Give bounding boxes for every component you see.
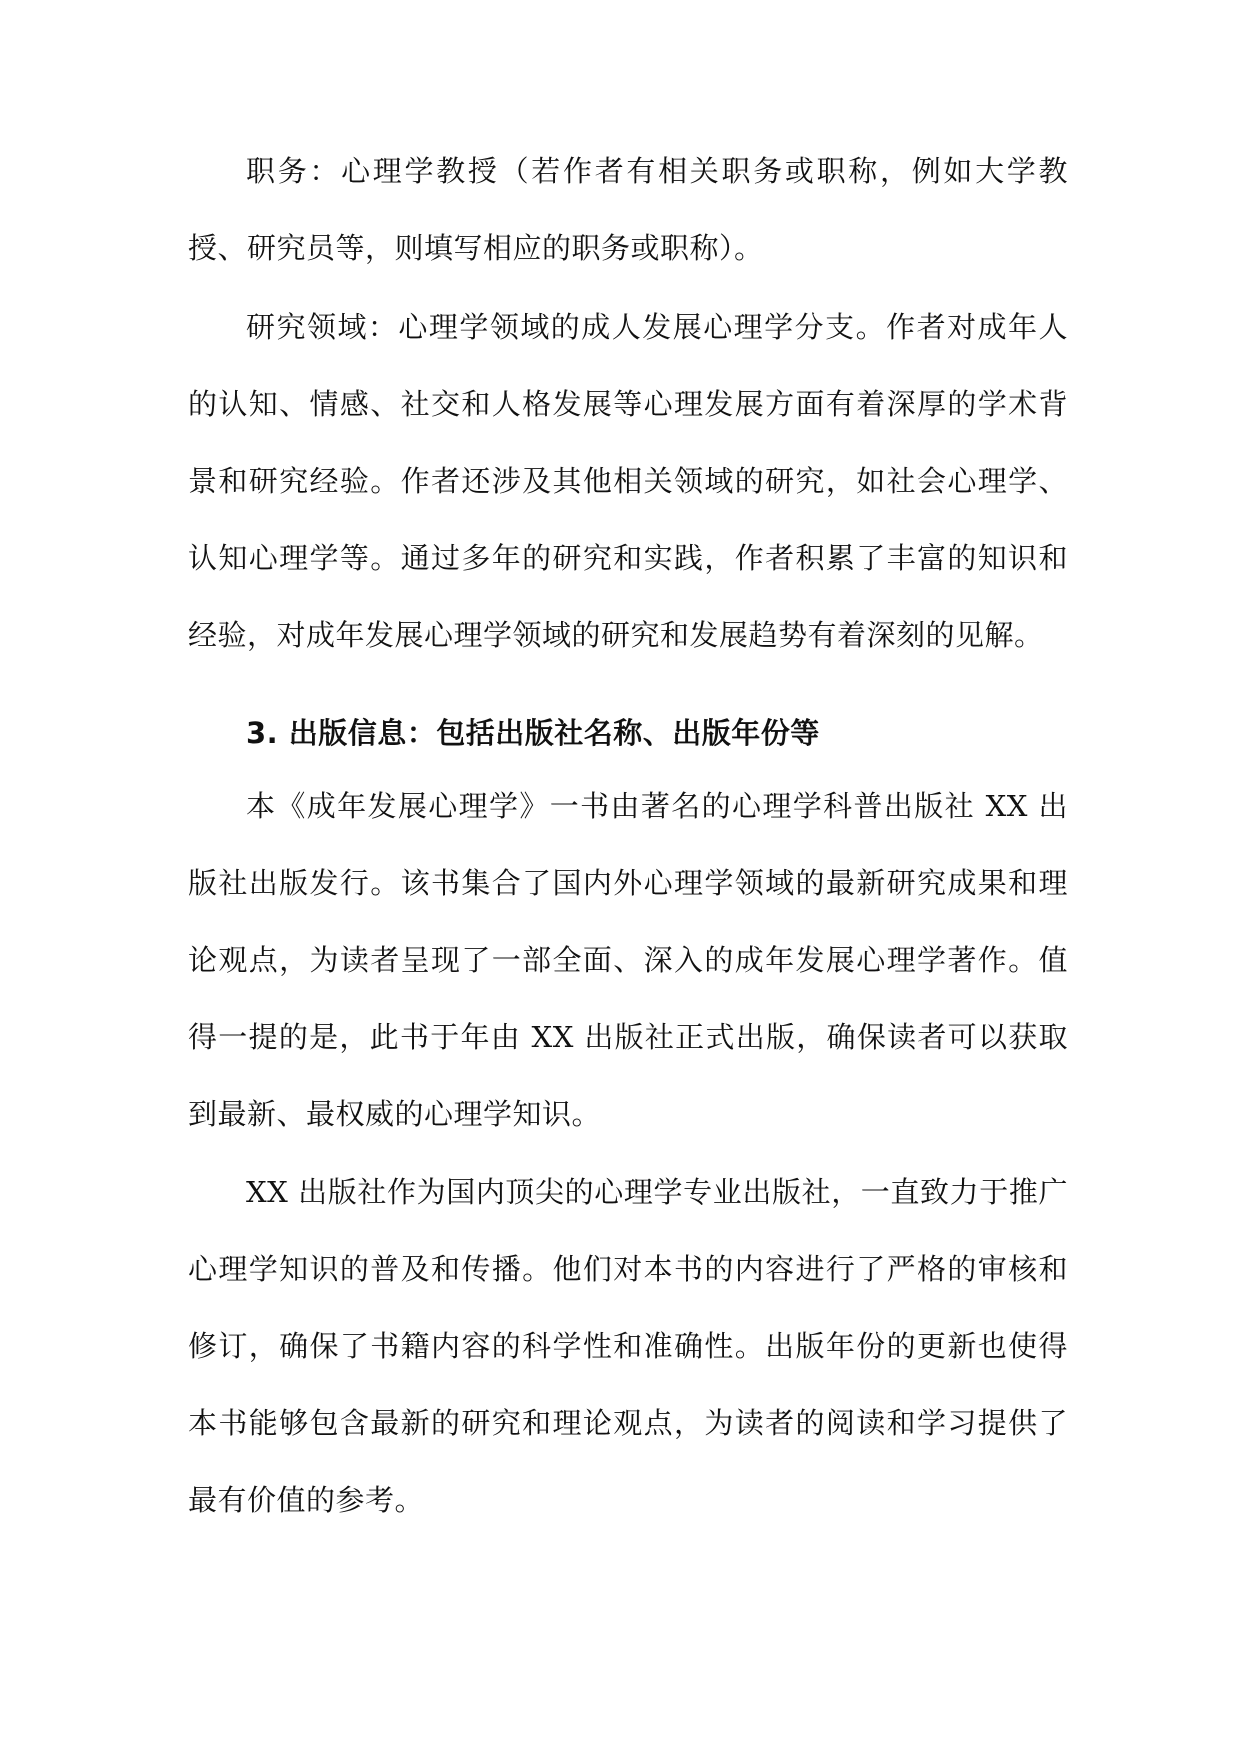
paragraph-publisher: XX 出版社作为国内顶尖的心理学专业出版社，一直致力于推广心理学知识的普及和传播。他们对本书的内容进行了严格的审核和修订，确保了书籍内容的科学性和准确性。出版年份的更新也使得本书能够包含最新的研究和理论观点，为读者的阅读和学习提供了最有价值的参考。 <box>188 1175 1068 1517</box>
paragraph-research-field: 研究领域：心理学领域的成人发展心理学分支。作者对成年人的认知、情感、社交和人格发展等心理发展方面有着深厚的学术背景和研究经验。作者还涉及其他相关领域的研究，如社会心理学、认知心理学等。通过多年的研究和实践，作者积累了丰富的知识和经验，对成年发展心理学领域的研究和发展趋势有着深刻的见解。 <box>188 310 1068 652</box>
paragraph-publication-info: 本《成年发展心理学》一书由著名的心理学科普出版社 XX 出版社出版发行。该书集合了国内外心理学领域的最新研究成果和理论观点，为读者呈现了一部全面、深入的成年发展心理学著作。值得一提的是，此书于年由 XX 出版社正式出版，确保读者可以获取到最新、最权威的心理学知识。 <box>188 789 1068 1131</box>
paragraph-position: 职务：心理学教授（若作者有相关职务或职称，例如大学教授、研究员等，则填写相应的职务或职称）。 <box>188 154 1068 265</box>
section-heading: 3. 出版信息：包括出版社名称、出版年份等 <box>246 716 820 750</box>
